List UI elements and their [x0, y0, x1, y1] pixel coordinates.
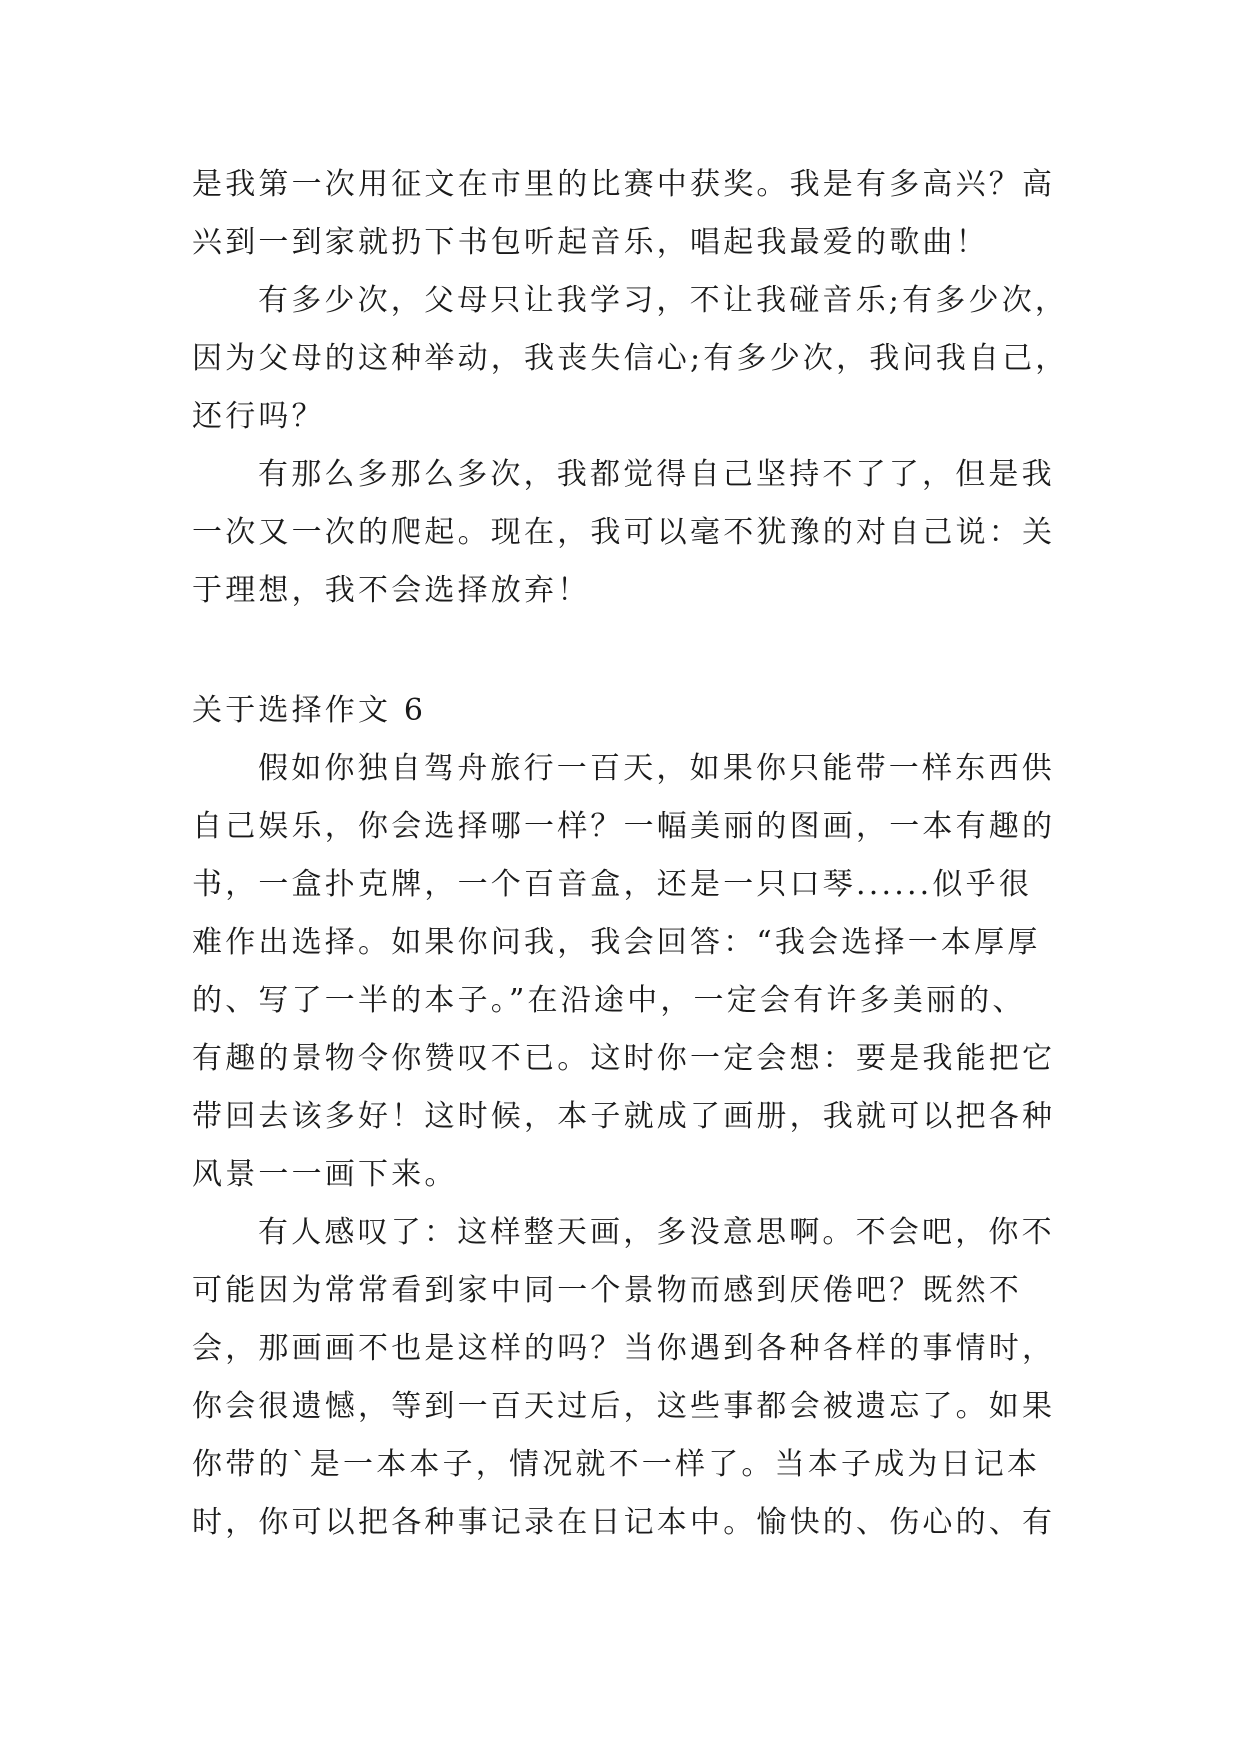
text-line: 自己娱乐，你会选择哪一样？一幅美丽的图画，一本有趣的	[192, 809, 1056, 844]
text-line: 有多少次，父母只让我学习，不让我碰音乐;有多少次，	[258, 283, 1069, 318]
section-title: 关于选择作文 6	[192, 693, 427, 728]
text-line: 带回去该多好！这时候，本子就成了画册，我就可以把各种	[192, 1099, 1056, 1134]
essay-body	[192, 156, 1069, 1552]
section-spacer	[192, 620, 1060, 682]
text-line: 的、写了一半的本子。”在沿途中，一定会有许多美丽的、	[192, 983, 1026, 1018]
text-line: 有趣的景物令你赞叹不已。这时你一定会想：要是我能把它	[192, 1041, 1056, 1076]
text-line: 有那么多那么多次，我都觉得自己坚持不了了，但是我	[258, 457, 1055, 492]
text-line: 假如你独自驾舟旅行一百天，如果你只能带一样东西供	[258, 751, 1055, 786]
text-line: 时，你可以把各种事记录在日记本中。愉快的、伤心的、有	[192, 1505, 1056, 1540]
text-line: 难作出选择。如果你问我，我会回答：“我会选择一本厚厚	[192, 925, 1041, 960]
text-line: 会，那画画不也是这样的吗？当你遇到各种各样的事情时，	[192, 1331, 1056, 1366]
text-line: 一次又一次的爬起。现在，我可以毫不犹豫的对自己说：关	[192, 515, 1056, 550]
text-line: 于理想，我不会选择放弃！	[192, 573, 591, 608]
text-line: 是我第一次用征文在市里的比赛中获奖。我是有多高兴？高	[192, 167, 1056, 202]
text-line: 可能因为常常看到家中同一个景物而感到厌倦吧？既然不	[192, 1273, 1022, 1308]
paragraph-5	[192, 1204, 1060, 1552]
text-line: 书，一盒扑克牌，一个百音盒，还是一只口琴......似乎很	[192, 867, 1033, 902]
text-line: 兴到一到家就扔下书包听起音乐，唱起我最爱的歌曲！	[192, 225, 989, 260]
text-line: 因为父母的这种举动，我丧失信心;有多少次，我问我自己，	[192, 341, 1069, 376]
text-line: 你带的`是一本本子，情况就不一样了。当本子成为日记本	[192, 1447, 1041, 1482]
text-line: 有人感叹了：这样整天画，多没意思啊。不会吧，你不	[258, 1215, 1055, 1250]
paragraph-2	[192, 272, 1069, 446]
text-line: 你会很遗憾，等到一百天过后，这些事都会被遗忘了。如果	[192, 1389, 1056, 1424]
paragraph-4	[192, 740, 1060, 1204]
paragraph-1	[192, 156, 1060, 272]
paragraph-3	[192, 446, 1060, 620]
text-line: 还行吗？	[192, 399, 325, 434]
text-line: 风景一一画下来。	[192, 1157, 458, 1192]
